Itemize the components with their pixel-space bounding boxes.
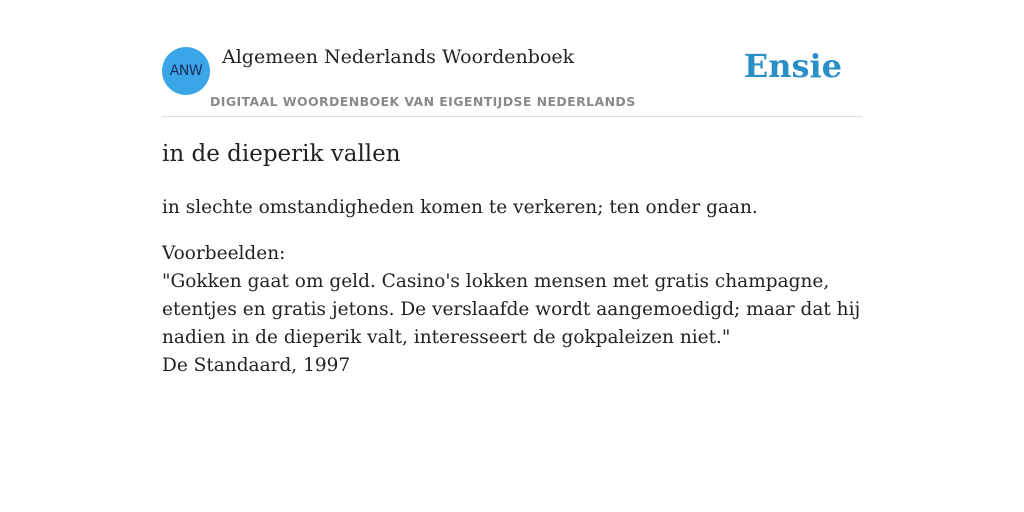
site-title[interactable]: Algemeen Nederlands Woordenboek xyxy=(222,46,575,68)
site-header xyxy=(162,0,862,117)
example-quote: "Gokken gaat om geld. Casino's lokken mensen met gratis champagne, etentjes en gratis jetons. De verslaafde wordt aangemoedigd; maar dat hij nadien in de dieperik valt, interesseert de gokpaleizen niet." xyxy=(162,271,861,348)
anw-logo[interactable] xyxy=(162,47,210,95)
entry-headword: in de dieperik vallen xyxy=(162,141,401,167)
entry-content xyxy=(162,138,872,380)
entry-definition: in slechte omstandigheden komen te verkeren; ten onder gaan. xyxy=(162,197,758,218)
site-subtitle: DIGITAAL WOORDENBOEK VAN EIGENTIJDSE NEDERLANDS xyxy=(210,94,636,109)
anw-logo-text: ANW xyxy=(169,63,203,79)
ensie-brand-logo[interactable]: Ensie xyxy=(743,47,842,85)
example-source: De Standaard, 1997 xyxy=(162,355,351,376)
examples-label: Voorbeelden: xyxy=(162,243,286,264)
entry-examples xyxy=(162,240,872,380)
